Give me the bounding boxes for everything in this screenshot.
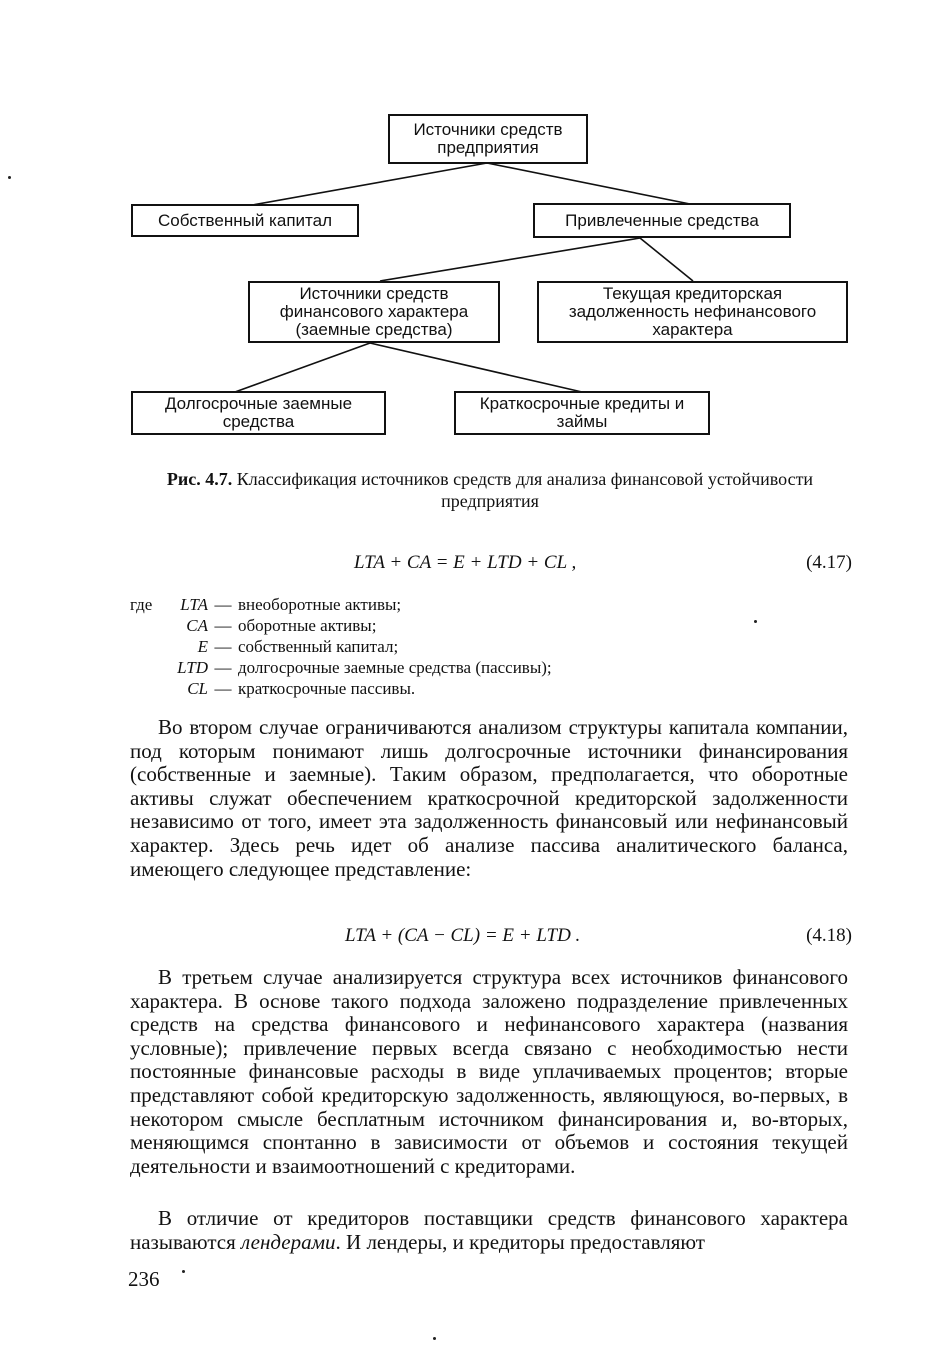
financial-sources-box: Источники средств финансового характера (заемные средства) (248, 281, 500, 343)
definition-dash: — (214, 679, 232, 698)
own-capital-box: Собственный капитал (131, 204, 359, 237)
paragraph-lenders (130, 1207, 848, 1254)
formula-4-17 (130, 552, 852, 578)
caption-text: Классификация источников средств для анализа финансовой устойчивости предприятия (236, 469, 814, 511)
formula-4-18 (130, 925, 852, 951)
connector-borrowed-financial (380, 238, 640, 281)
definition-dash: — (214, 658, 232, 677)
definition-text: собственный капитал; (238, 637, 399, 656)
definition-symbol: LTA (180, 595, 208, 614)
definition-symbol: LTD (177, 658, 208, 677)
paragraph-second-case: Во втором случае ограничиваются анализом структуры капитала компании, под которым понимают лишь долгосрочные источники финансирования (собственные и заемные). Таким образом, предполагается, что оборотные активы служат обеспечением краткосрочной кредиторской задолженности независимо от того, имеет эта задолженность финансовый или нефинансовый характер. Здесь речь идет об анализе пассива аналитического баланса, имеющего следующее представление: (130, 715, 848, 881)
definition-text: внеоборотные активы; (238, 595, 402, 614)
connector-financial-long (235, 343, 370, 392)
short-term-credits-box: Краткосрочные кредиты и займы (454, 391, 710, 435)
definition-symbol: E (197, 637, 208, 656)
where-word: где (130, 595, 153, 614)
scan-speck (754, 620, 757, 623)
connector-borrowed-nonfinancial (640, 238, 693, 281)
nonfinancial-payables-box: Текущая кредиторская задолженность нефинансового характера (537, 281, 848, 343)
formula-number: (4.17) (806, 552, 852, 573)
borrowed-funds-box: Привлеченные средства (533, 203, 791, 238)
definition-text: краткосрочные пассивы. (238, 679, 416, 698)
formula-expression: LTA + CA = E + LTD + CL , (354, 552, 577, 573)
paragraph-text-before: В отличие от кредиторов поставщики средств финансового характера называются (130, 1206, 848, 1254)
classification-diagram (0, 0, 942, 450)
definition-dash: — (214, 616, 232, 635)
scan-speck (182, 1270, 185, 1273)
connector-root-own (247, 163, 487, 206)
formula-expression: LTA + (CA − CL) = E + LTD . (345, 925, 581, 946)
paragraph-third-case: В третьем случае анализируется структура всех источников финансового характера. В основе такого подхода заложено подразделение привлеченных средств на средства финансового и нефинансового характера (названия условные); привлечение первых всегда связано с необходимостью нести постоянные финансовые расходы в виде уплачиваемых процентов; вторые представляют собой кредиторскую задолженность, являющуюся, во-первых, в некотором смысле бесплатным источником финансирования и, во-вторых, меняющимся спонтанно в зависимости от объемов и состояния текущей деятельности и взаимоотношений с кредиторами. (130, 965, 848, 1178)
definition-symbol: CA (186, 616, 208, 635)
definition-text: долгосрочные заемные средства (пассивы); (238, 658, 552, 677)
scan-speck (8, 176, 11, 179)
scan-speck (433, 1337, 436, 1340)
definition-row (130, 636, 730, 657)
definition-symbol: CL (187, 679, 208, 698)
formula-number: (4.18) (806, 925, 852, 946)
emphasized-term: лендерами (241, 1229, 336, 1254)
definition-row (130, 594, 730, 615)
caption-label: Рис. 4.7. (166, 469, 233, 489)
paragraph-text-after: . И лендеры, и кредиторы предоставляют (335, 1229, 705, 1254)
definition-text: оборотные активы; (238, 616, 377, 635)
page-number: 236 (128, 1267, 160, 1291)
definition-dash: — (214, 637, 232, 656)
root-box: Источники средств предприятия (388, 114, 588, 164)
definition-row (130, 657, 730, 678)
connector-root-borrowed (487, 163, 690, 204)
symbol-definitions (130, 594, 730, 699)
definition-dash: — (214, 595, 232, 614)
figure-caption (150, 468, 830, 512)
definition-row (130, 678, 730, 699)
connector-financial-short (370, 343, 582, 392)
definition-row (130, 615, 730, 636)
long-term-loans-box: Долгосрочные заемные средства (131, 391, 386, 435)
